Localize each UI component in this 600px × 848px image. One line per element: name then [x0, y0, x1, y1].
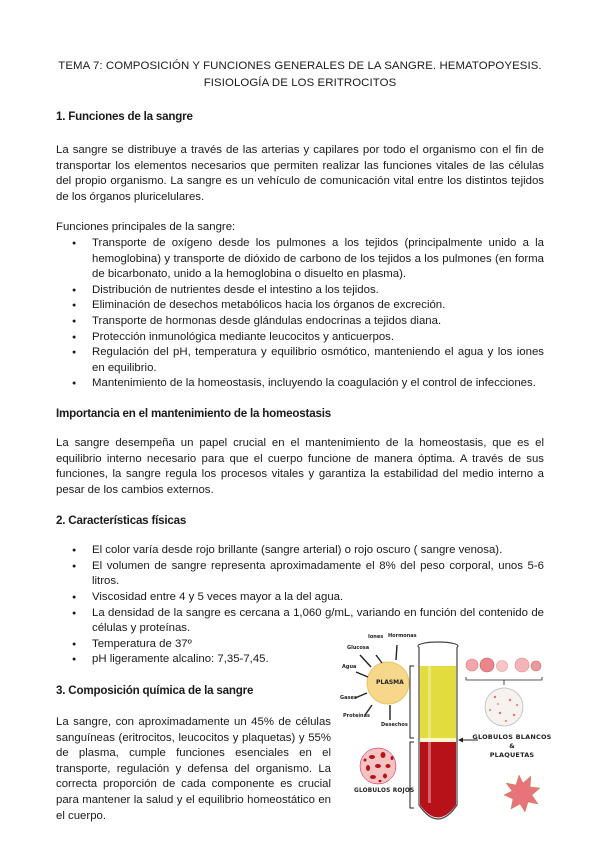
list-item: ● Regulación del pH, temperatura y equilibrio osmótico, manteniendo el agua y los iones en equilibrio.: [92, 345, 544, 376]
wbc-platelet-label: GLOBULOS BLANCOS & PLAQUETAS: [472, 733, 552, 759]
homeostasis-text: La sangre desempeña un papel crucial en el mantenimiento de la homeostasis, que es el equilibrio interno necesario para que el cuerpo funcione de manera óptima. A través de sus funciones, la sangre regula los procesos vitales y garantiza la estabilidad del medio interno a pesar de los cambios externos.: [56, 436, 544, 496]
document-title-line1: TEMA 7: COMPOSICIÓN Y FUNCIONES GENERALES DE LA SANGRE. HEMATOPOYESIS.: [58, 60, 542, 72]
list-item: ● pH ligeramente alcalino: 7,35-7,45.: [92, 652, 544, 668]
plasma-component-label: Iones: [368, 634, 384, 640]
plasma-component-label: Agua: [342, 664, 357, 670]
list-item: ● Protección inmunológica mediante leucocitos y anticuerpos.: [92, 330, 544, 346]
list-item: ● La densidad de la sangre es cercana a 1,060 g/mL, variando en función del contenido de células y proteínas.: [92, 606, 544, 637]
list-item: ● El volumen de sangre representa aproximadamente el 8% del peso corporal, unos 5-6 litros.: [92, 559, 544, 590]
section3-heading: 3. Composición química de la sangre: [56, 684, 254, 698]
plasma-label: PLASMA: [376, 679, 404, 686]
section3: [56, 683, 331, 824]
list-item: ● Temperatura de 37º: [92, 637, 544, 653]
blood-composition-figure: [330, 625, 565, 830]
section2-heading: 2. Características físicas: [56, 514, 187, 528]
list-item: ● El color varía desde rojo brillante (sangre arterial) o rojo oscuro ( sangre venosa).: [92, 543, 544, 559]
list-item: ● Transporte de hormonas desde glándulas endocrinas a tejidos diana.: [92, 314, 544, 330]
section3-text: La sangre, con aproximadamente un 45% de células sanguíneas (eritrocitos, leucocitos y plaquetas) y 55% de plasma, cumple funciones esenciales en el transporte, regulación y defensa del organismo. La correcta proporción de cada componente es crucial para mantener la salud y el equilibrio homeostático en el cuerpo.: [56, 716, 331, 822]
rbc-label: GLOBULOS ROJOS: [354, 788, 415, 794]
plasma-component-label: Gases: [340, 695, 357, 701]
list-item: ● Viscosidad entre 4 y 5 veces mayor a la del agua.: [92, 590, 544, 606]
plasma-component-label: Hormonas: [388, 633, 417, 639]
blood-tube-illustration: [330, 625, 565, 830]
homeostasis-heading: Importancia en el mantenimiento de la homeostasis: [56, 406, 331, 420]
list-item: ● Transporte de oxígeno desde los pulmones a los tejidos (principalmente unido a la hemoglobina) y transporte de dióxido de carbono de los tejidos a los pulmones (en forma de bicarbonato, unido a la hemoglobina o disuelto en plasma).: [92, 236, 544, 283]
section1-heading: 1. Funciones de la sangre: [56, 110, 193, 123]
functions-list-intro: Funciones principales de la sangre:: [56, 221, 236, 234]
plasma-component-label: Glucosa: [347, 645, 370, 651]
plasma-component-label: Desechos: [381, 722, 408, 728]
section1-intro: La sangre se distribuye a través de las arterias y capilares por todo el organismo con el fin de transportar los elementos necesarios que permiten realizar las funciones vitales de las células del propio organismo. La sangre es un vehículo de comunicación vital entre los distintos tejidos de los órganos pluricelulares.: [56, 144, 544, 203]
list-item: ● Distribución de nutrientes desde el intestino a los tejidos.: [92, 283, 544, 299]
list-item: ● Eliminación de desechos metabólicos hacia los órganos de excreción.: [92, 298, 544, 314]
document-title-line2: FISIOLOGÍA DE LOS ERITROCITOS: [203, 77, 397, 89]
list-item: ● Mantenimiento de la homeostasis, incluyendo la coagulación y el control de infecciones.: [92, 376, 544, 392]
plasma-component-label: Proteínas: [343, 713, 370, 719]
functions-list: [56, 236, 544, 392]
